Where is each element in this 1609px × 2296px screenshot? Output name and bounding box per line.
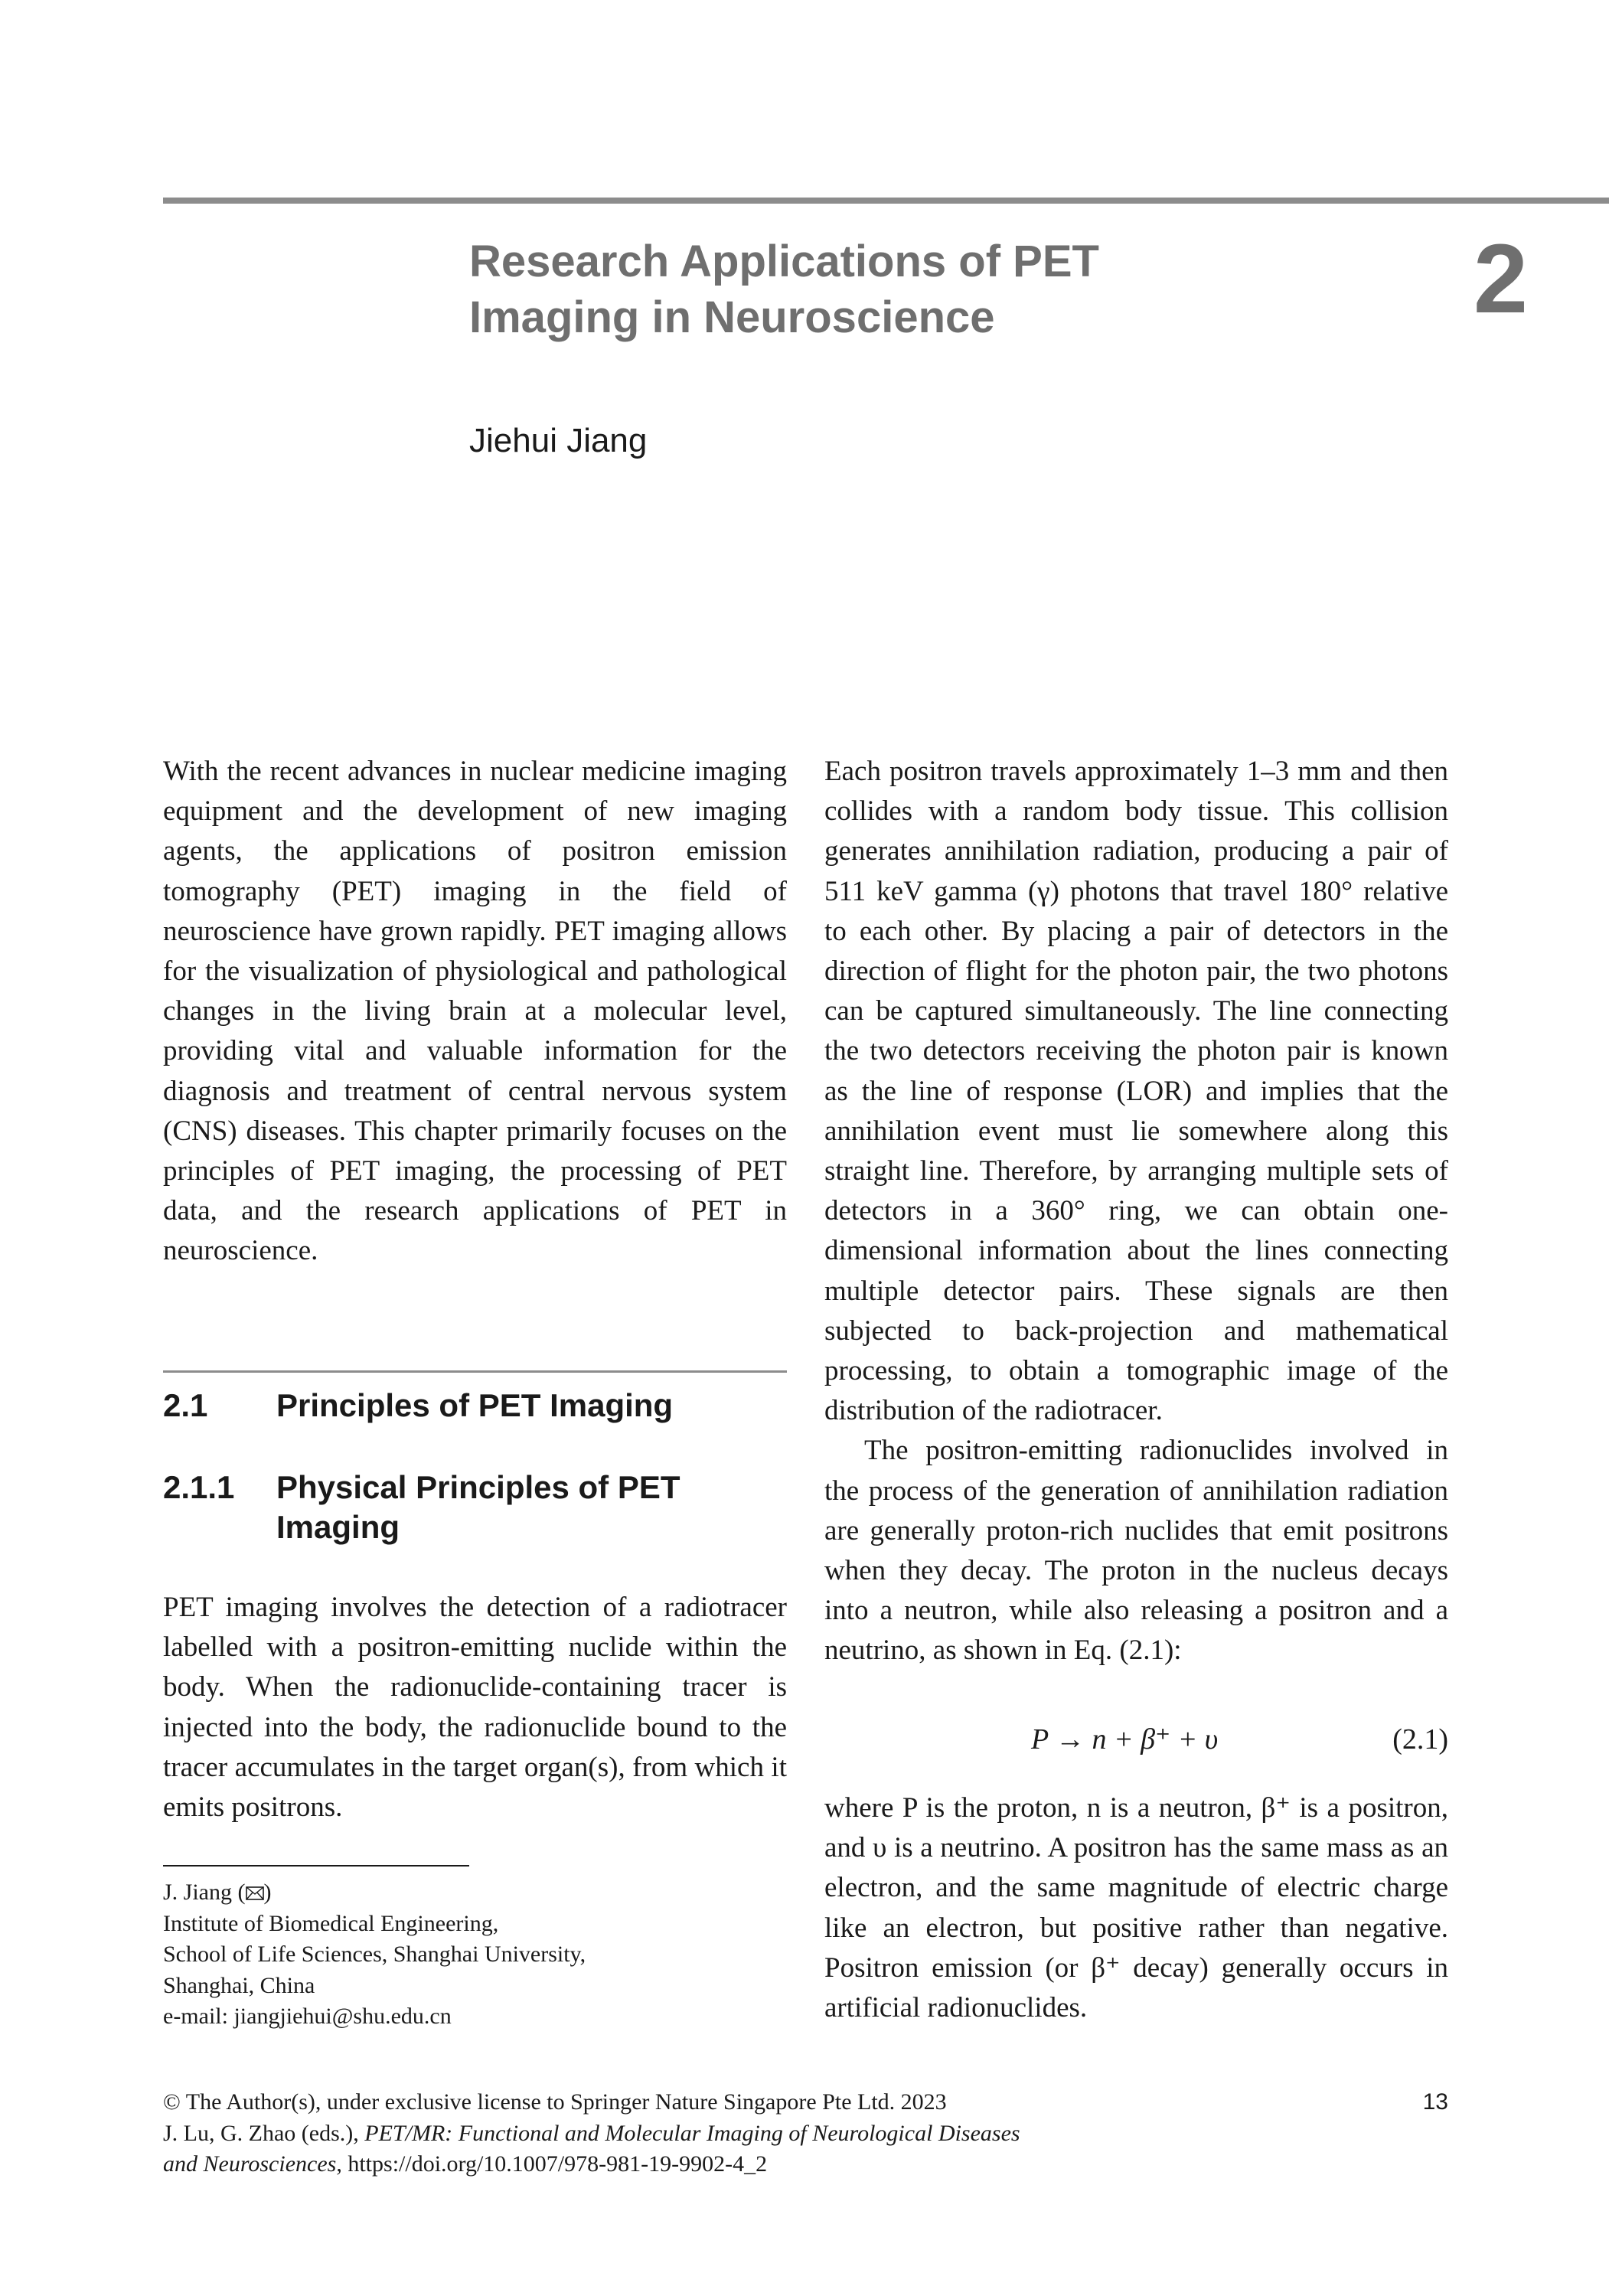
- book-title-cont: and Neurosciences: [163, 2151, 337, 2177]
- left-column: [163, 752, 787, 1272]
- footnote-email[interactable]: e-mail: jiangjiehui@shu.edu.cn: [163, 2004, 452, 2029]
- section-rule: [163, 1370, 787, 1373]
- chapter-top-rule: [163, 198, 1609, 204]
- doi-link[interactable]: , https://doi.org/10.1007/978-981-19-9902-4_2: [336, 2151, 768, 2177]
- intro-paragraph: With the recent advances in nuclear medicine imaging equipment and the development of new imaging agents, the applications of positron emission tomography (PET) imaging in the field of neuroscience have grown rapidly. PET imaging allows for the visualization of physiological and pathological changes in the living brain at a molecular level, providing vital and valuable information for the diagnosis and treatment of central nervous system (CNS) diseases. This chapter primarily focuses on the principles of PET imaging, the processing of PET data, and the research applications of PET in neuroscience.: [163, 756, 787, 1267]
- equation-body: P → n + β⁺ + υ: [1031, 1723, 1219, 1755]
- page-footer: [163, 2087, 1464, 2180]
- book-title: PET/MR: Functional and Molecular Imaging of Neurological Diseases: [364, 2120, 1020, 2146]
- footnote-affiliation-3: Shanghai, China: [163, 1972, 315, 1998]
- footnote-author-line: J. Jiang ( ): [163, 1880, 272, 1905]
- citation-line-2: [163, 2149, 1464, 2180]
- footnote-affiliation-2: School of Life Sciences, Shanghai University,: [163, 1942, 586, 1967]
- subsection-number: 2.1.1: [163, 1469, 235, 1505]
- body-paragraph: where P is the proton, n is a neutron, β⁺ is a positron, and υ is a neutrino. A positron has the same mass as an electron, and the same magnitude of electric charge like an electron, but positive rather than negative. Positron emission (or β⁺ decay) generally occurs in artificial radionuclides.: [824, 1792, 1448, 2024]
- subsection-title: Physical Principles of PET Imaging: [276, 1469, 680, 1545]
- author-name: Jiehui Jiang: [469, 422, 648, 459]
- body-paragraph: PET imaging involves the detection of a radiotracer labelled with a positron-emitting nuclide within the body. When the radionuclide-containing tracer is injected into the body, the radionuclide bound to the tracer accumulates in the target organ(s), from which it emits positrons.: [163, 1592, 787, 1824]
- section-title: Principles of PET Imaging: [276, 1387, 674, 1423]
- footnote-rule: [163, 1865, 469, 1867]
- footnote-affiliation-1: Institute of Biomedical Engineering,: [163, 1910, 499, 1936]
- chapter-title-line-1: Research Applications of PET: [469, 237, 1099, 286]
- section-number: 2.1: [163, 1387, 208, 1423]
- citation-line-1: J. Lu, G. Zhao (eds.), PET/MR: Functional and Molecular Imaging of Neurological Diseases: [163, 2120, 1020, 2146]
- equation-number: (2.1): [1392, 1723, 1448, 1755]
- chapter-title-line-2: Imaging in Neuroscience: [469, 292, 995, 342]
- chapter-title: [469, 234, 1311, 345]
- body-paragraph: Each positron travels approximately 1–3 mm and then collides with a random body tissue. This collision generates annihilation radiation, producing a pair of 511 keV gamma (γ) photons that travel 180° relative to each other. By placing a pair of detectors in the direction of flight for the photon pair, the two photons can be captured simultaneously. The line connecting the two detectors receiving the photon pair is known as the line of response (LOR) and implies that the annihilation event must lie somewhere along this straight line. Therefore, by arranging multiple sets of detectors in a 360° ring, we can obtain one-dimensional information about the lines connecting multiple detector pairs. These signals are then subjected to back-projection and mathematical processing, to obtain a tomographic image of the distribution of the radiotracer.: [824, 756, 1448, 1427]
- chapter-number: 2: [1473, 224, 1528, 334]
- equation-2-1: [824, 1720, 1448, 1759]
- author-footnote: [163, 1877, 787, 2033]
- body-paragraph: The positron-emitting radionuclides involved in the process of the generation of annihilation radiation are generally proton-rich nuclides that emit positrons when they decay. The proton in the nucleus decays into a neutron, while also releasing a positron and a neutrino, as shown in Eq. (2.1):: [824, 1435, 1448, 1667]
- envelope-icon: [246, 1886, 264, 1900]
- right-column: [824, 752, 1448, 1671]
- page-number: 13: [1422, 2089, 1448, 2115]
- copyright-line: © The Author(s), under exclusive license to Springer Nature Singapore Pte Ltd. 2023: [163, 2089, 947, 2115]
